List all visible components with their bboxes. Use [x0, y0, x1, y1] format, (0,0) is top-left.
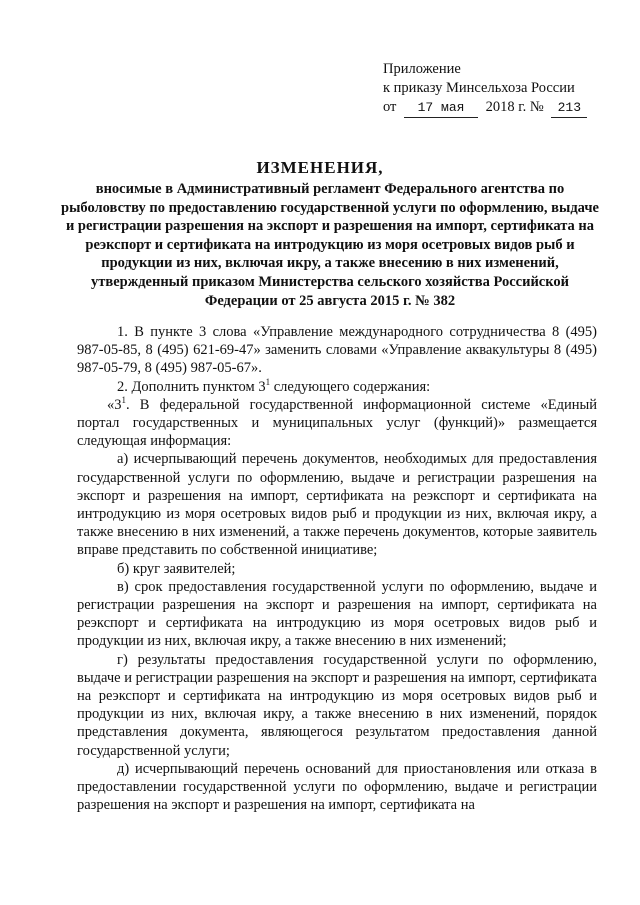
p3-text-start: «3: [107, 396, 122, 413]
list-item-a: а) исчерпывающий перечень документов, необходимых для предоставления государственной услуги по оформлению, выдаче и регистрации разрешения на экспорт и разрешения на импорт, сертификата на реэкспорт и сертификата на интродукцию из моря осетровых видов рыб и продукции из них, включая икру, а также внесению в них изменений, а также перечень документов, которые заявитель вправе представить по собственной инициативе;: [77, 451, 597, 559]
p2-text-end: следующего содержания:: [270, 378, 431, 395]
paragraph-2: [77, 378, 597, 396]
handwritten-order-number: 213: [551, 98, 587, 118]
p2-text-start: 2. Дополнить пунктом 3: [117, 378, 266, 395]
list-item-g: г) результаты предоставления государственной услуги по оформлению, выдаче и регистрации разрешения на экспорт и разрешения на импорт, сертификата на реэкспорт и сертификата на интродукцию из моря осетровых видов рыб и продукции из них, включая икру, а также внесению в них изменений, порядок представления документа, являющегося результатом предоставления данной государственной услуги;: [77, 651, 597, 759]
date-prefix: от: [383, 99, 397, 115]
handwritten-date: 17 мая: [404, 98, 478, 118]
list-item-v: в) срок предоставления государственной услуги по оформлению, выдаче и регистрации разрешения на экспорт и разрешения на импорт, сертификата на реэкспорт и сертификата на интродукцию из моря осетровых видов рыб и продукции из них, включая икру, а также внесению в них изменений;: [77, 578, 597, 650]
document-body: [77, 323, 597, 814]
appendix-date-line: [383, 98, 587, 118]
paragraph-1: 1. В пункте 3 слова «Управление международного сотрудничества 8 (495) 987-05-85, 8 (495) 621-69-47» заменить словами «Управление аквакультуры 8 (495) 987-05-79, 8 (495) 987-05-67».: [77, 324, 597, 377]
list-item-b: б) круг заявителей;: [117, 560, 236, 577]
year-text: 2018 г. №: [485, 99, 544, 115]
paragraph-3: [77, 396, 597, 451]
appendix-header: [383, 60, 587, 118]
p2-superscript: 1: [265, 376, 271, 387]
document-title: ИЗМЕНЕНИЯ,: [256, 158, 384, 177]
appendix-order-ref: к приказу Минсельхоза России: [383, 80, 575, 96]
p3-superscript: 1: [121, 394, 126, 405]
document-subtitle: вносимые в Административный регламент Федерального агентства по рыболовству по предоставлению государственной услуги по оформлению, выдаче и регистрации разрешения на экспорт и разрешения на импорт, сертификата на реэкспорт и сертификата на интродукцию из моря осетровых видов рыб и продукции из них, включая икру, а также внесению в них изменений, утвержденный приказом Министерства сельского хозяйства Российской Федерации от 25 августа 2015 г. № 382: [61, 181, 599, 309]
p3-text-end: . В федеральной государственной информационной системе «Единый портал государственных и муниципальных услуг (функций)» размещается следующая информация:: [77, 396, 597, 450]
appendix-label: Приложение: [383, 61, 461, 77]
list-item-d: д) исчерпывающий перечень оснований для приостановления или отказа в предоставлении государственной услуги по оформлению, выдаче и регистрации разрешения на экспорт и разрешения на импорт, сертификата на: [77, 760, 597, 814]
